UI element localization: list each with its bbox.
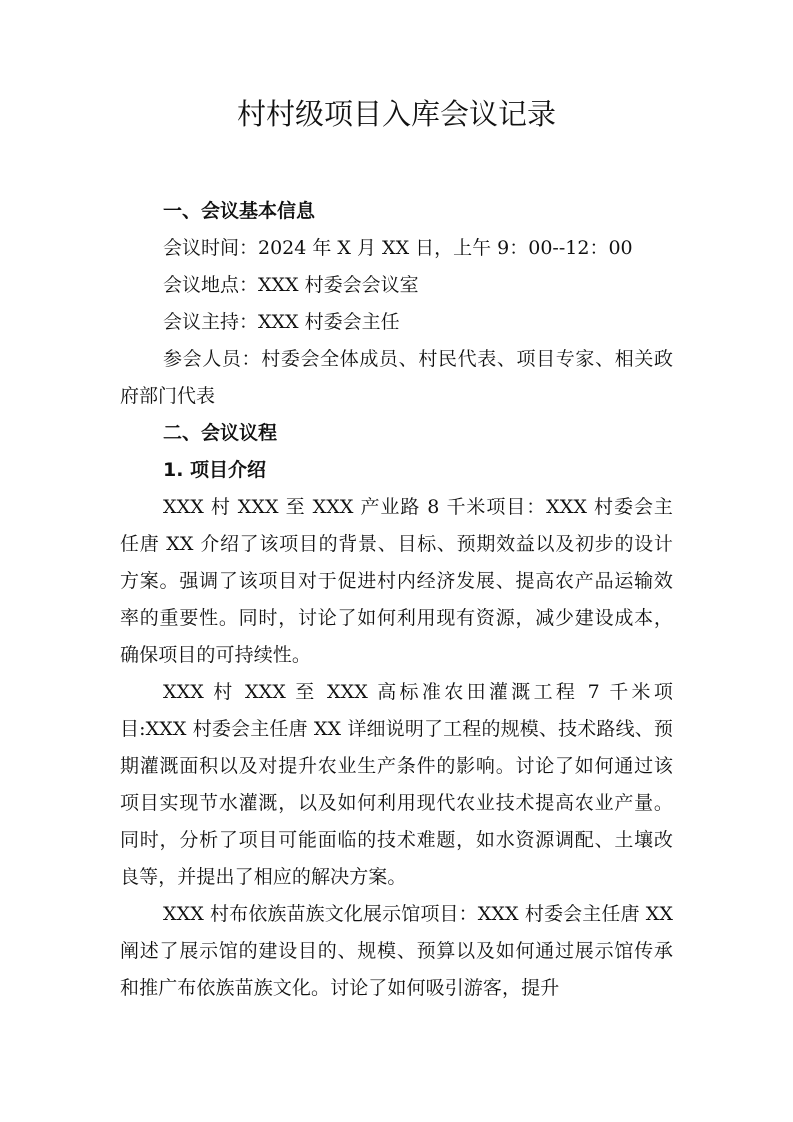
project-paragraph-industry-road: XXX 村 XXX 至 XXX 产业路 8 千米项目：XXX 村委会主任唐 XX 介绍了该项目的背景、目标、预期效益以及初步的设计方案。强调了该项目对于促进村内经济发展、提高农产品运输效率的重要性。同时，讨论了如何利用现有资源，减少建设成本，确保项目的可持续性。	[120, 496, 673, 666]
meeting-time: 会议时间：2024 年 X 月 XX 日，上午 9：00--12：00	[163, 237, 633, 259]
project-paragraph-irrigation: XXX 村 XXX 至 XXX 高标准农田灌溉工程 7 千米项目:XXX 村委会主任唐 XX 详细说明了工程的规模、技术路线、预期灌溉面积以及对提升农业生产条件的影响。讨论了如何通过该项目实现节水灌溉，以及如何利用现代农业技术提高农业产量。同时，分析了项目可能面临的技术难题，如水资源调配、土壤改良等，并提出了相应的解决方案。	[120, 681, 673, 888]
subsection-heading-project-introduction: 1. 项目介绍	[163, 459, 267, 481]
meeting-attendees: 参会人员：村委会全体成员、村民代表、项目专家、相关政府部门代表	[120, 348, 673, 407]
document-content	[120, 93, 673, 1007]
meeting-location: 会议地点：XXX 村委会会议室	[163, 274, 419, 296]
section-heading-agenda: 二、会议议程	[163, 422, 278, 444]
project-paragraph-culture-hall: XXX 村布依族苗族文化展示馆项目：XXX 村委会主任唐 XX 阐述了展示馆的建设目的、规模、预算以及如何通过展示馆传承和推广布依族苗族文化。讨论了如何吸引游客，提升	[120, 903, 673, 999]
section-heading-basic-info: 一、会议基本信息	[163, 200, 316, 222]
meeting-host: 会议主持：XXX 村委会主任	[163, 311, 400, 333]
document-title: 村村级项目入库会议记录	[236, 97, 556, 131]
